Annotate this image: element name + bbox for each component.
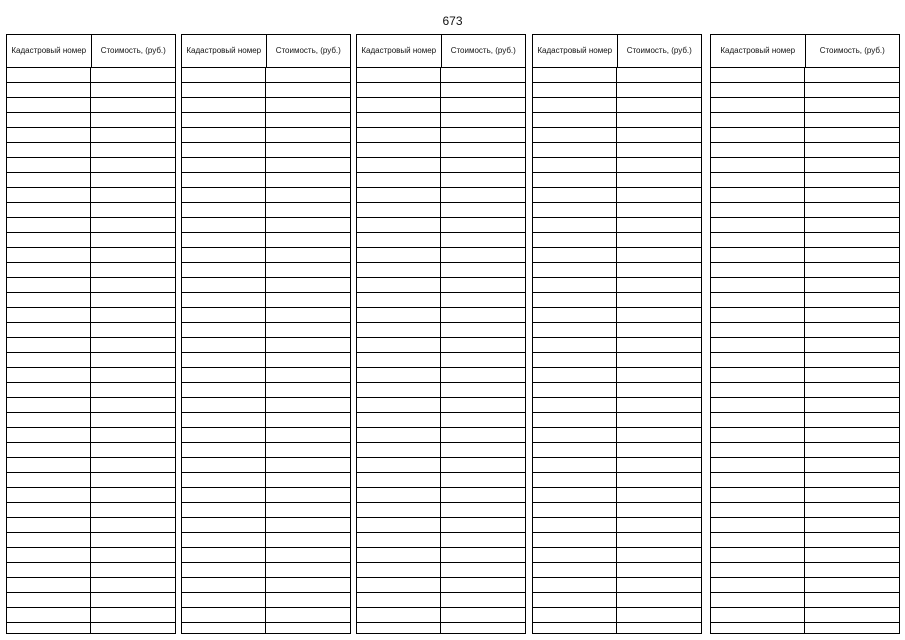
header-cost: Стоимость, (руб.) (100, 46, 166, 55)
table-column-1 (6, 34, 176, 634)
header-cost: Стоимость, (руб.) (626, 46, 692, 55)
table-columns (6, 34, 900, 634)
header-cost: Стоимость, (руб.) (450, 46, 516, 55)
column-body (357, 68, 525, 634)
header-cost: Стоимость, (руб.) (275, 46, 341, 55)
header-cost: Стоимость, (руб.) (819, 46, 885, 55)
table-column-5 (710, 34, 900, 634)
page-number: 673 (442, 14, 463, 28)
column-header (182, 35, 350, 68)
column-body (182, 68, 350, 634)
header-cadastral-number: Кадастровый номер (182, 35, 267, 67)
table-column-4 (532, 34, 702, 634)
column-header (533, 35, 701, 68)
table-column-2 (181, 34, 351, 634)
column-header (7, 35, 175, 68)
header-cadastral-number: Кадастровый номер (533, 35, 618, 67)
column-body (711, 68, 899, 634)
header-cadastral-number: Кадастровый номер (357, 35, 442, 67)
table-column-3 (356, 34, 526, 634)
column-header (357, 35, 525, 68)
column-body (7, 68, 175, 634)
header-cadastral-number: Кадастровый номер (711, 35, 806, 67)
header-cadastral-number: Кадастровый номер (7, 35, 92, 67)
column-body (533, 68, 701, 634)
column-header (711, 35, 899, 68)
